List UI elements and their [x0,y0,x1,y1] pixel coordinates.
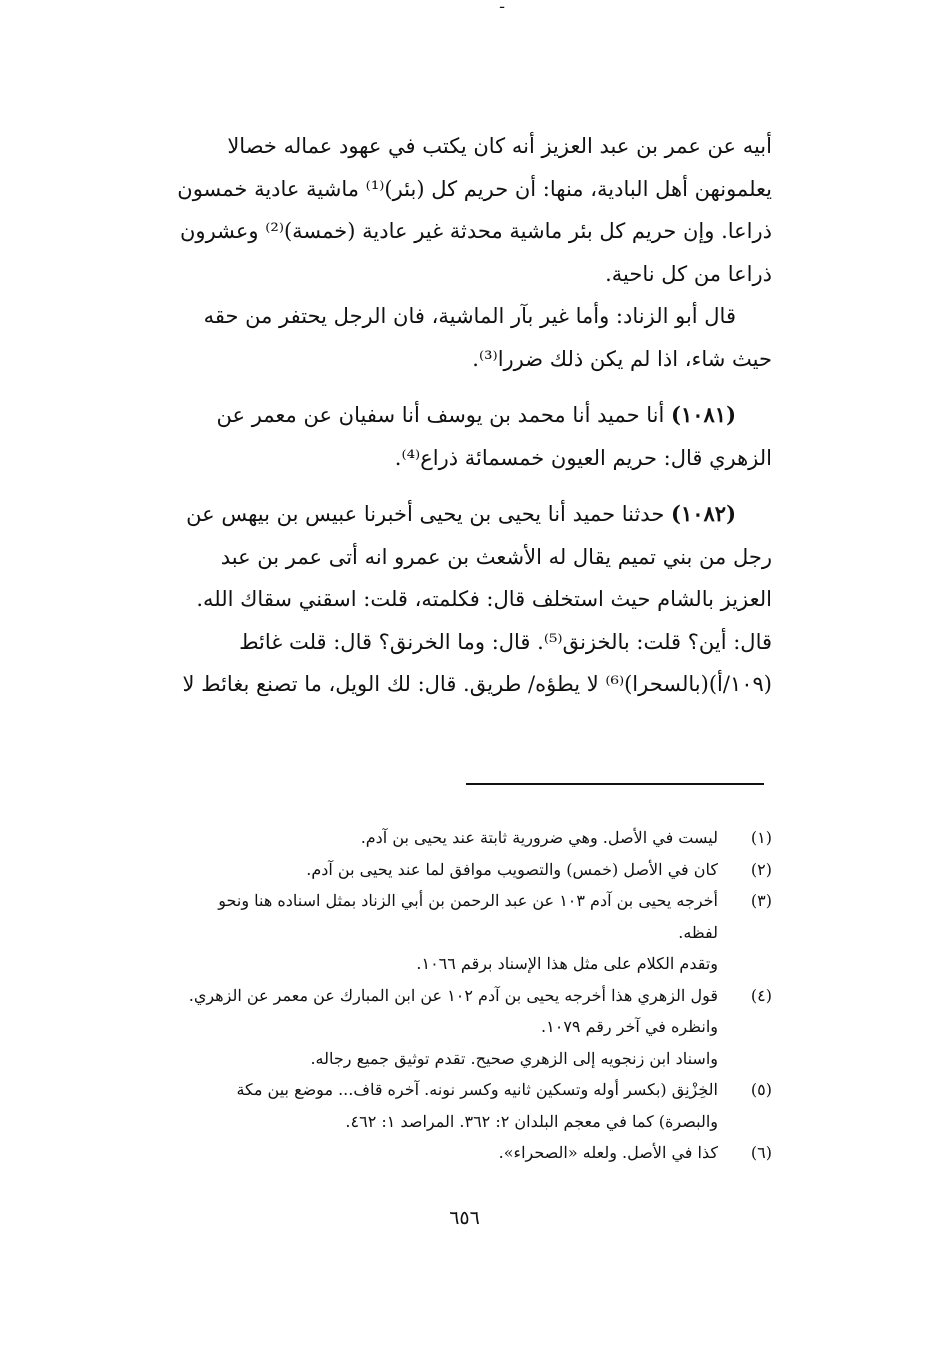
page-number: ٦٥٦ [449,1207,480,1229]
footnote-marker: (٣) [750,891,772,910]
footnote-marker: (٦) [750,1143,772,1162]
footnotes [104,822,772,1169]
text-line: رجل من بني تميم يقال له الأشعث بن عمرو انه أتى عمر بن عبد [220,544,772,569]
hadith-number: (١٠٨٢) [671,501,736,526]
text-line: ذراعا من كل ناحية. [605,261,772,286]
text-line: العزيز بالشام حيث استخلف قال: فكلمته، قلت: اسقني سقاك الله. [196,587,772,611]
footnote-line: وانظره في آخر رقم ١٠٧٩. [541,1017,718,1036]
footnote-marker: (٤) [750,985,772,1005]
footnote-line: لفظه. [678,922,718,942]
footnote-4 [104,980,772,1075]
footnote-line: كذا في الأصل. ولعله «الصحراء». [498,1143,718,1162]
text-line: أبيه عن عمر بن عبد العزيز أنه كان يكتب في عهود عماله خصالا [227,134,772,158]
footnote-line: قول الزهري هذا أخرجه يحيى بن آدم ١٠٢ عن ابن المبارك عن معمر عن الزهري. [188,985,718,1005]
paragraph-1082 [104,493,772,706]
footnote-2 [104,854,772,886]
footnote-6 [104,1137,772,1169]
paragraph-1081 [104,394,772,479]
footnote-1 [104,822,772,854]
text-line: ذراعا. وإن حريم كل بئر ماشية محدثة غير عادية (خمسة)⁽²⁾ وعشرون [180,219,772,243]
text-line: (١٠٩/أ)(بالسحرا)⁽⁶⁾ لا يطؤه/ طريق. قال: لك الويل، ما تصنع بغائط لا [182,672,772,696]
text-line: حدثنا حميد أنا يحيى بن يحيى أخبرنا عبيس بن بيهس عن [186,502,665,526]
footnote-marker: (٢) [750,859,772,879]
paragraph-1 [104,125,772,295]
footnote-line: وتقدم الكلام على مثل هذا الإسناد برقم ١٠٦٦. [416,954,718,973]
footnote-line: والبصرة) كما في معجم البلدان ٢: ٣٦٢. المراصد ١: ٤٦٢. [345,1111,718,1131]
text-line: أنا حميد أنا محمد بن يوسف أنا سفيان عن معمر عن [216,403,665,427]
footnote-marker: (٥) [750,1080,772,1099]
footnote-5 [104,1074,772,1137]
footnote-divider [466,783,764,785]
text-line: قال: أين؟ قلت: بالخزنق⁽⁵⁾. قال: وما الخرنق؟ قال: قلت غائط [239,629,772,654]
footnote-line: الخِزْنِق (بكسر أوله وتسكين ثانيه وكسر نونه. آخره قاف... موضع بين مكة [236,1080,718,1099]
footnote-line: ليست في الأصل. وهي ضرورية ثابتة عند يحيى بن آدم. [360,828,718,847]
main-text [104,125,772,706]
footnote-3 [104,885,772,980]
top-mark: ـ [500,0,505,12]
footnote-line: أخرجه يحيى بن آدم ١٠٣ عن عبد الرحمن بن أبي الزناد بمثل اسناده هنا ونحو [218,891,718,910]
text-line: قال أبو الزناد: وأما غير بآر الماشية، فان الرجل يحتفر من حقه [203,304,736,328]
paragraph-2 [104,295,772,380]
text-line: الزهري قال: حريم العيون خمسمائة ذراع⁽⁴⁾. [394,445,772,470]
text-line: حيث شاء، اذا لم يكن ذلك ضررا⁽³⁾. [472,346,772,371]
hadith-number: (١٠٨١) [671,402,736,427]
text-line: يعلمونهن أهل البادية، منها: أن حريم كل (بئر)⁽¹⁾ ماشية عادية خمسون [177,176,772,201]
footnote-line: واسناد ابن زنجويه إلى الزهري صحيح. تقدم توثيق جميع رجاله. [310,1048,718,1068]
footnote-marker: (١) [750,828,772,847]
footnote-line: كان في الأصل (خمس) والتصويب موافق لما عند يحيى بن آدم. [306,859,718,879]
